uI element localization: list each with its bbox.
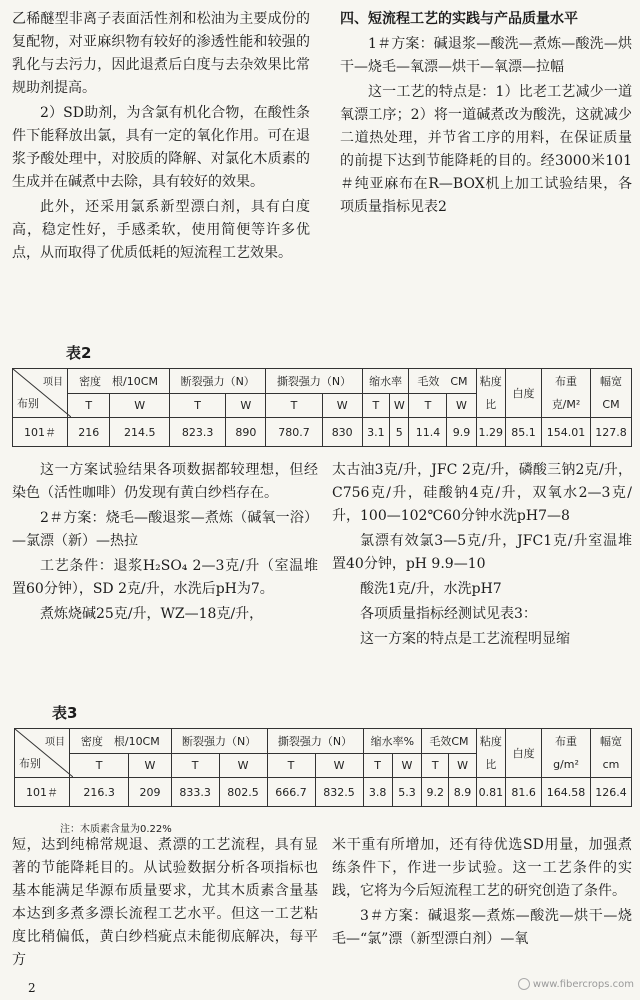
column-subheader: W	[322, 394, 362, 418]
table-cell: 214.5	[110, 418, 170, 447]
column-subheader: T	[267, 754, 315, 778]
column-header: 撕裂强力（N）	[266, 369, 362, 394]
table-row	[13, 418, 632, 447]
corner-label-item: 项目	[43, 377, 63, 388]
column-right-middle	[332, 459, 632, 653]
column-header: 白度	[506, 369, 542, 418]
table-cell: 101＃	[15, 778, 70, 807]
column-subheader: T	[363, 754, 392, 778]
column-header: 毛效 CM	[409, 369, 476, 394]
column-subheader: W	[390, 394, 409, 418]
column-right-top	[340, 8, 632, 221]
column-left-middle	[12, 459, 318, 628]
column-header: 毛效CM	[422, 729, 477, 754]
table-cell: 209	[129, 778, 171, 807]
column-header: 幅宽cm	[591, 729, 632, 778]
column-header: 粘度比	[476, 729, 506, 778]
column-header: 布重克/M²	[542, 369, 591, 418]
paragraph: 这一方案的特点是工艺流程明显缩	[360, 631, 570, 647]
column-header: 断裂强力（N）	[171, 729, 267, 754]
paragraph: 氯漂有效氯3—5克/升，JFC1克/升室温堆置40分钟，pH 9.9—10	[332, 533, 632, 572]
column-subheader: T	[70, 754, 129, 778]
column-right-bottom	[332, 834, 632, 953]
table-cell: 5.3	[392, 778, 421, 807]
table-cell: 164.58	[542, 778, 591, 807]
paragraph: 这一方案试验结果各项数据都较理想，但经染色（活性咖啡）仍发现有黄白纱档存在。	[12, 462, 318, 501]
table-cell: 11.4	[409, 418, 447, 447]
paragraph: 太古油3克/升，JFC 2克/升，磷酸三钠2克/升，C756克/升，硅酸钠4克/升，双氧水2—3克/升，100—102℃60分钟水洗pH7—8	[332, 462, 632, 524]
table-2-label: 表2	[66, 344, 92, 362]
paragraph: 2）SD助剂，为含氯有机化合物，在酸性条件下能释放出氯，具有一定的氧化作用。可在退浆予酸处理中，对胶质的降解、对氯化木质素的生成并在碱煮中去除，具有较好的效果。	[12, 105, 310, 190]
column-subheader: W	[129, 754, 171, 778]
page-mark: 2	[28, 981, 36, 995]
column-subheader: W	[449, 754, 476, 778]
column-subheader: T	[362, 394, 389, 418]
table-cell: 216	[68, 418, 110, 447]
paragraph: 工艺条件：退浆H₂SO₄ 2—3克/升（室温堆置60分钟），SD 2克/升，水洗后pH为7。	[12, 558, 318, 597]
table-cell: 9.9	[447, 418, 476, 447]
table-3	[14, 728, 632, 807]
table-corner-cell	[13, 369, 68, 418]
table-cell: 780.7	[266, 418, 322, 447]
table-cell: 85.1	[506, 418, 542, 447]
table-cell: 823.3	[170, 418, 226, 447]
column-header: 幅宽CM	[591, 369, 632, 418]
column-subheader: W	[219, 754, 267, 778]
table-cell: 8.9	[449, 778, 476, 807]
column-subheader: W	[315, 754, 363, 778]
paragraph: 此外，还采用氯系新型漂白剂，具有白度高，稳定性好，手感柔软，使用简便等许多优点，从而取得了优质低耗的短流程工艺效果。	[12, 199, 310, 261]
column-subheader: T	[170, 394, 226, 418]
paragraph: 煮炼烧碱25克/升，WZ—18克/升，	[40, 606, 264, 622]
column-header: 白度	[506, 729, 542, 778]
column-left-top	[12, 8, 310, 267]
table-cell: 833.3	[171, 778, 219, 807]
table-cell: 802.5	[219, 778, 267, 807]
table-row	[15, 778, 632, 807]
column-subheader: T	[171, 754, 219, 778]
column-subheader: T	[409, 394, 447, 418]
table-cell: 101＃	[13, 418, 68, 447]
paragraph: 乙稀醚型非离子表面活性剂和松油为主要成份的复配物，对亚麻织物有较好的渗透性能和较强的乳化与去污力，因此退煮后白度与去杂效果比常规助剂提高。	[12, 11, 310, 96]
column-subheader: W	[447, 394, 476, 418]
paragraph: 酸洗1克/升，水洗pH7	[360, 581, 502, 597]
table-3-note: 注：木质素含量为0.22%	[60, 824, 172, 835]
corner-label-item: 项目	[45, 737, 65, 748]
table-cell: 3.1	[362, 418, 389, 447]
table-cell: 126.4	[591, 778, 632, 807]
table-cell: 3.8	[363, 778, 392, 807]
table-cell: 81.6	[506, 778, 542, 807]
table-cell: 216.3	[70, 778, 129, 807]
corner-label-fabric: 布别	[19, 757, 41, 770]
column-header: 粘度比	[476, 369, 506, 418]
table-cell: 154.01	[542, 418, 591, 447]
paragraph: 各项质量指标经测试见表3：	[360, 606, 537, 622]
paragraph: 米干重有所增加，还有待优选SD用量，加强煮练条件下，作进一步试验。这一工艺条件的实践，它将为今后短流程工艺的研究创造了条件。	[332, 837, 632, 899]
table-cell: 9.2	[422, 778, 449, 807]
column-header: 密度 根/10CM	[70, 729, 172, 754]
section-heading: 四、短流程工艺的实践与产品质量水平	[340, 11, 578, 27]
column-subheader: T	[422, 754, 449, 778]
corner-label-fabric: 布别	[17, 397, 39, 410]
column-subheader: T	[68, 394, 110, 418]
paragraph: 3＃方案：碱退浆—煮炼—酸洗—烘干—烧毛—“氯”漂（新型漂白剂）—氧	[332, 908, 632, 947]
table-cell: 666.7	[267, 778, 315, 807]
column-header: 密度 根/10CM	[68, 369, 170, 394]
table-cell: 1.29	[476, 418, 506, 447]
column-header: 缩水率%	[363, 729, 422, 754]
watermark	[518, 973, 634, 996]
column-header: 撕裂强力（N）	[267, 729, 363, 754]
column-subheader: T	[266, 394, 322, 418]
column-subheader: W	[226, 394, 266, 418]
table-corner-cell	[15, 729, 70, 778]
table-cell: 0.81	[476, 778, 506, 807]
table-cell: 830	[322, 418, 362, 447]
paragraph: 1＃方案：碱退浆—酸洗—煮炼—酸洗—烘干—烧毛—氧漂—烘干—氧漂—拉幅	[340, 36, 632, 75]
paragraph: 这一工艺的特点是：1）比老工艺减少一道氧漂工序；2）将一道碱煮改为酸洗，这就减少二道热处理，并节省工序的用料，在保证质量的前提下达到节能降耗的目的。经3000米101＃纯亚麻布在R—BOX机上加工试验结果，各项质量指标见表2	[340, 84, 632, 215]
column-subheader: W	[110, 394, 170, 418]
table-2	[12, 368, 632, 447]
table-cell: 127.8	[591, 418, 632, 447]
paragraph: 2＃方案：烧毛—酸退浆—煮炼（碱氧一浴）—氯漂（新）—热拉	[12, 510, 318, 549]
column-header: 缩水率	[362, 369, 409, 394]
table-3-label: 表3	[52, 704, 78, 722]
watermark-text: www.fibercrops.com	[532, 979, 634, 990]
column-subheader: W	[392, 754, 421, 778]
column-header: 布重g/m²	[542, 729, 591, 778]
paragraph: 短，达到纯棉常规退、煮漂的工艺流程，具有显著的节能降耗目的。从试验数据分析各项指标也基本能满足华源布质量要求，尤其木质素含量基本达到多煮多漂长流程工艺水平。但这一工艺粘度比稍偏低，黄白纱档疵点未能彻底解决，每平方	[12, 837, 318, 968]
column-header: 断裂强力（N）	[170, 369, 266, 394]
table-cell: 832.5	[315, 778, 363, 807]
column-left-bottom	[12, 834, 318, 974]
table-cell: 5	[390, 418, 409, 447]
watermark-logo-icon	[518, 978, 530, 990]
table-cell: 890	[226, 418, 266, 447]
